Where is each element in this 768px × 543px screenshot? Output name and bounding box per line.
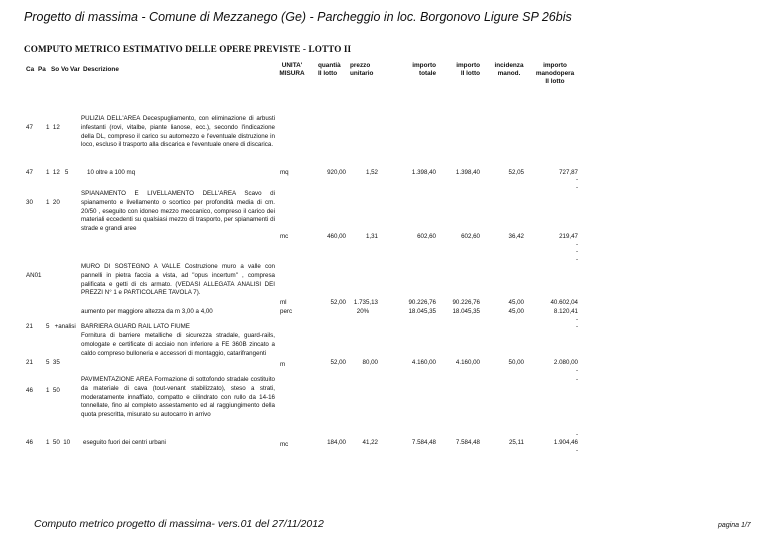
- row-price: 1,31: [365, 233, 378, 240]
- row-lot-amount: 18.045,35: [452, 308, 480, 315]
- row-price: 1.735,13: [353, 299, 378, 306]
- row-price: 1,52: [365, 169, 378, 176]
- row-labour: 219,47: [559, 233, 578, 240]
- page-number: pagina 1/7: [718, 522, 751, 529]
- row-dash: -: [575, 376, 578, 383]
- row-description: SPIANAMENTO E LIVELLAMENTO DELL'AREA Scavo di spianamento e livellamento o scortico per profondità media di cm. 20/50 , eseguito con idoneo mezzo meccanico, compreso il carico dei materiali eccedenti su qualsiasi mezzo di trasporto, per spianamenti di strade e grandi aree: [81, 190, 275, 233]
- row-ca: 47: [26, 169, 33, 176]
- row-price: 20%: [356, 308, 370, 315]
- row-incidence: 50,00: [508, 359, 524, 366]
- row-dash: -: [575, 248, 578, 255]
- row-ca: 21: [26, 359, 33, 366]
- document-title: COMPUTO METRICO ESTIMATIVO DELLE OPERE PREVISTE - LOTTO II: [24, 44, 352, 54]
- row-quantity: 52,00: [330, 359, 346, 366]
- row-labour: 40.602,04: [550, 299, 578, 306]
- row-labour: 1.904,46: [553, 439, 578, 446]
- row-quantity: 460,00: [327, 233, 346, 240]
- row-incidence: 25,11: [508, 439, 524, 446]
- row-description: 10 oltre a 100 mq: [87, 169, 136, 176]
- row-incidence: 45,00: [508, 299, 524, 306]
- row-labour: 2.080,00: [553, 359, 578, 366]
- row-dash: -: [575, 367, 578, 374]
- row-total: 18.045,35: [408, 308, 436, 315]
- col-quantita: quantià II lotto: [318, 62, 341, 77]
- row-description: PULIZIA DELL'AREA Decespugliamento, con eliminazione di arbusti infestanti (rovi, vitalbe, piante lianose, ecc.), secondo l'indicazione della DL, compreso il carico su automezzo e l'eventuale distruzione in loco, escluso il trasporto alla discarica e l'eventuale onere di discarica.: [81, 115, 275, 149]
- row-total: 4.160,00: [411, 359, 436, 366]
- row-incidence: 36,42: [508, 233, 524, 240]
- row-dash: -: [575, 431, 578, 438]
- col-var: Var: [70, 66, 80, 73]
- row-dash: -: [575, 176, 578, 183]
- col-prezzo: prezzo unitario: [350, 62, 374, 77]
- col-importo-totale: importo totale: [412, 62, 436, 77]
- row-unit: mc: [280, 233, 289, 240]
- row-ca: 46: [26, 439, 33, 446]
- row-quantity: 52,00: [330, 299, 346, 306]
- row-lot-amount: 4.160,00: [455, 359, 480, 366]
- row-labour: 8.120,41: [553, 308, 578, 315]
- col-importo-lotto: importo II lotto: [456, 62, 480, 77]
- row-total: 602,60: [417, 233, 436, 240]
- row-ca: 21: [26, 323, 33, 330]
- row-ca: AN01: [26, 272, 42, 279]
- row-code: 1 20: [46, 199, 60, 206]
- row-price: 41,22: [362, 439, 378, 446]
- row-ca: 46: [26, 387, 33, 394]
- col-vo: Vo: [61, 66, 69, 73]
- row-description: PAVIMENTAZIONE AREA Formazione di sottofondo stradale costituito da materiale di cava (tout-venant stabilizzato), steso a strati, moderatamente innaffiato, compatto e cilindrato con rullo da 14-16 tonnellate, fino al completo assestamento ed al raggiungimento della quota prescritta, misurato su autocarro in arrivo: [81, 376, 275, 419]
- row-incidence: 45,00: [508, 308, 524, 315]
- col-manodopera: importo manodopera II lotto: [535, 62, 575, 85]
- col-unita: UNITA' MISURA: [279, 62, 305, 77]
- footer-document-info: Computo metrico progetto di massima- vers.01 del 27/11/2012: [34, 518, 324, 530]
- row-total: 1.398,40: [411, 169, 436, 176]
- row-lot-amount: 602,60: [461, 233, 480, 240]
- row-ca: 47: [26, 124, 33, 131]
- row-dash: -: [575, 241, 578, 248]
- row-description: Fornitura di barriere metalliche di sicurezza stradale, guard-rails, omologate e certificate di acciaio non inferiore a FE 360B zincato a caldo compreso bulloneria e accessori di montaggio, catarifrangenti: [81, 332, 275, 357]
- row-unit: ml: [280, 299, 287, 306]
- row-price: 80,00: [362, 359, 378, 366]
- row-description-extra: aumento per maggiore altezza da m 3,00 a 4,00: [81, 308, 213, 315]
- row-code: 1 12 5: [46, 169, 69, 176]
- row-lot-amount: 1.398,40: [455, 169, 480, 176]
- row-code: 5 +analisi: [46, 323, 76, 330]
- col-ca: Ca: [26, 66, 35, 73]
- page-header-title: Progetto di massima - Comune di Mezzanego (Ge) - Parcheggio in loc. Borgonovo Ligure SP 26bis: [24, 10, 572, 24]
- row-unit: mq: [280, 169, 289, 176]
- row-dash: -: [575, 184, 578, 191]
- row-description: eseguito fuori dei centri urbani: [83, 439, 166, 446]
- row-code: 1 50: [46, 387, 60, 394]
- row-total: 90.226,76: [408, 299, 436, 306]
- row-total: 7.584,48: [411, 439, 436, 446]
- row-quantity: 184,00: [327, 439, 346, 446]
- row-description: BARRIERA GUARD RAIL LATO FIUME: [81, 323, 190, 330]
- row-dash: -: [575, 316, 578, 323]
- row-lot-amount: 7.584,48: [455, 439, 480, 446]
- row-dash: -: [575, 323, 578, 330]
- row-code: 1 50 10: [46, 439, 71, 446]
- row-code: 5 35: [46, 359, 60, 366]
- row-description: MURO DI SOSTEGNO A VALLE Costruzione muro a valle con pannelli in pietra faccia a vista, ad "opus incertum" , compresa palificata e getti di cls armato. (VEDASI ALLEGATA ANALISI DEI PREZZI N° 1 e PARTICOLARE TAVOLA 7).: [81, 263, 275, 297]
- col-incidenza: incidenza manod.: [494, 62, 524, 77]
- row-labour: 727,87: [559, 169, 578, 176]
- row-unit: perc: [280, 308, 293, 315]
- row-unit: m: [280, 361, 286, 368]
- col-pa: Pa: [38, 66, 46, 73]
- row-incidence: 52,05: [508, 169, 524, 176]
- row-ca: 30: [26, 199, 33, 206]
- row-quantity: 920,00: [327, 169, 346, 176]
- col-descrizione: Descrizione: [83, 66, 119, 73]
- row-dash: -: [575, 256, 578, 263]
- row-code: 1 12: [46, 124, 60, 131]
- col-so: So: [51, 66, 60, 73]
- row-unit: mc: [280, 441, 289, 448]
- row-lot-amount: 90.226,76: [452, 299, 480, 306]
- row-dash: -: [575, 447, 578, 454]
